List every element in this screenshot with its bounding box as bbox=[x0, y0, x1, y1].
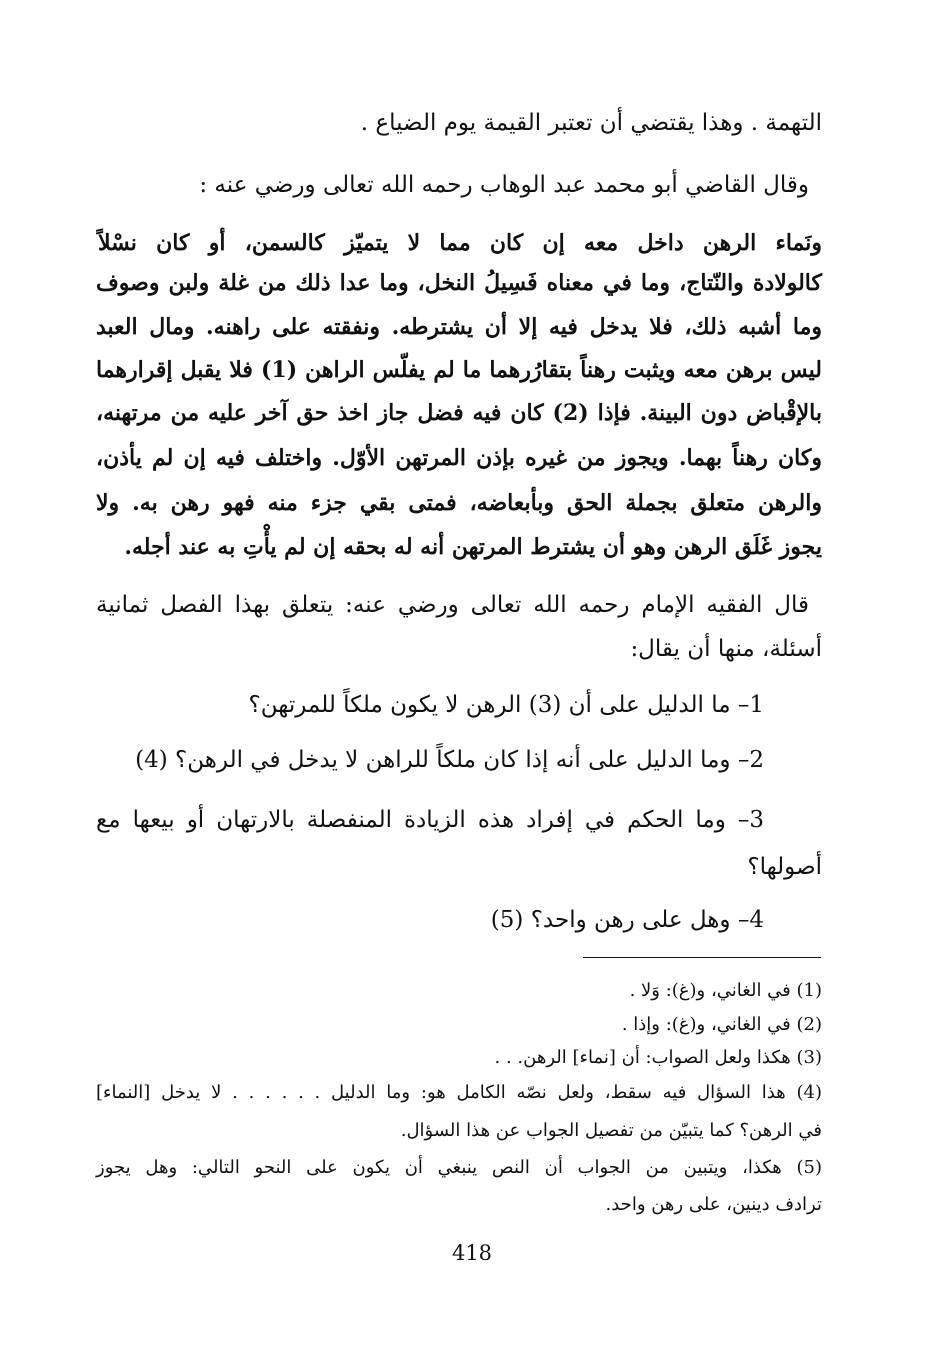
footnote-1: (1) في الغاني، و(غ): وَلا . bbox=[629, 980, 822, 1001]
footnote-2: (2) في الغاني، و(غ): وإذا . bbox=[621, 1014, 822, 1035]
question-2: 2– وما الدليل على أنه إذا كان ملكاً للراهن لا يدخل في الرهن؟ (4) bbox=[135, 747, 764, 773]
bold-line-7: والرهن متعلق بجملة الحق وبأبعاضه، فمتى بقي جزء منه فهو رهن به. ولا bbox=[96, 490, 822, 516]
bold-line-4: ليس برهن معه ويثبت رهناً بتقارُرهما ما لم يفلّس الراهن (1) فلا يقبل إقرارهما bbox=[96, 357, 822, 383]
body-line-2: وقال القاضي أبو محمد عبد الوهاب رحمه الله تعالى ورضي عنه : bbox=[199, 172, 809, 198]
footnote-4-line-2: في الرهن؟ كما يتبيّن من تفصيل الجواب عن هذا السؤال. bbox=[400, 1120, 822, 1141]
bold-line-1: ونَماء الرهن داخل معه إن كان مما لا يتميّز كالسمن، أو كان نسْلاً bbox=[98, 230, 822, 256]
footnote-4-line-1: (4) هذا السؤال فيه سقط، ولعل نصّه الكامل هو: وما الدليل . . . . . . لا يدخل [النماء] bbox=[96, 1082, 822, 1103]
bold-line-6: وكان رهناً بهما. ويجوز من غيره بإذن المرتهن الأوّل. واختلف فيه إن لم يأذن، bbox=[96, 445, 822, 471]
footnote-5-line-1: (5) هكذا، ويتبين من الجواب أن النص ينبغي أن يكون على النحو التالي: وهل يجوز bbox=[96, 1157, 822, 1178]
footnote-3: (3) هكذا ولعل الصواب: أن [نماء] الرهن. . . bbox=[494, 1047, 822, 1068]
page-number: 418 bbox=[451, 1241, 493, 1265]
question-4: 4– وهل على رهن واحد؟ (5) bbox=[490, 907, 764, 933]
bold-line-2: كالولادة والنّتاج، وما في معناه فَسِيلُ النخل، وما عدا ذلك من غلة ولبن وصوف bbox=[96, 270, 822, 296]
question-3-line-1: 3– وما الحكم في إفراد هذه الزيادة المنفصلة بالارتهان أو بيعها مع bbox=[96, 807, 764, 833]
question-3-line-2: أصولها؟ bbox=[747, 854, 822, 880]
bold-line-5: بالإقْباض دون البينة. فإذا (2) كان فيه فضل جاز اخذ حق آخر عليه من مرتهنه، bbox=[96, 400, 822, 426]
footnote-separator bbox=[583, 957, 821, 958]
bold-line-3: وما أشبه ذلك، فلا يدخل فيه إلا أن يشترطه. ونفقته على راهنه. ومال العبد bbox=[96, 314, 822, 340]
body-line-1: التهمة . وهذا يقتضي أن تعتبر القيمة يوم الضياع . bbox=[360, 110, 822, 136]
bold-line-8: يجوز غَلَق الرهن وهو أن يشترط المرتهن أنه له بحقه إن لم يأْتِ به عند أجله. bbox=[124, 534, 822, 560]
faqih-line-1: قال الفقيه الإمام رحمه الله تعالى ورضي عنه: يتعلق بهذا الفصل ثمانية bbox=[96, 592, 809, 618]
footnote-5-line-2: ترادف دينين، على رهن واحد. bbox=[605, 1194, 822, 1215]
faqih-line-2: أسئلة، منها أن يقال: bbox=[630, 636, 822, 662]
question-1: 1– ما الدليل على أن (3) الرهن لا يكون ملكاً للمرتهن؟ bbox=[248, 692, 764, 718]
